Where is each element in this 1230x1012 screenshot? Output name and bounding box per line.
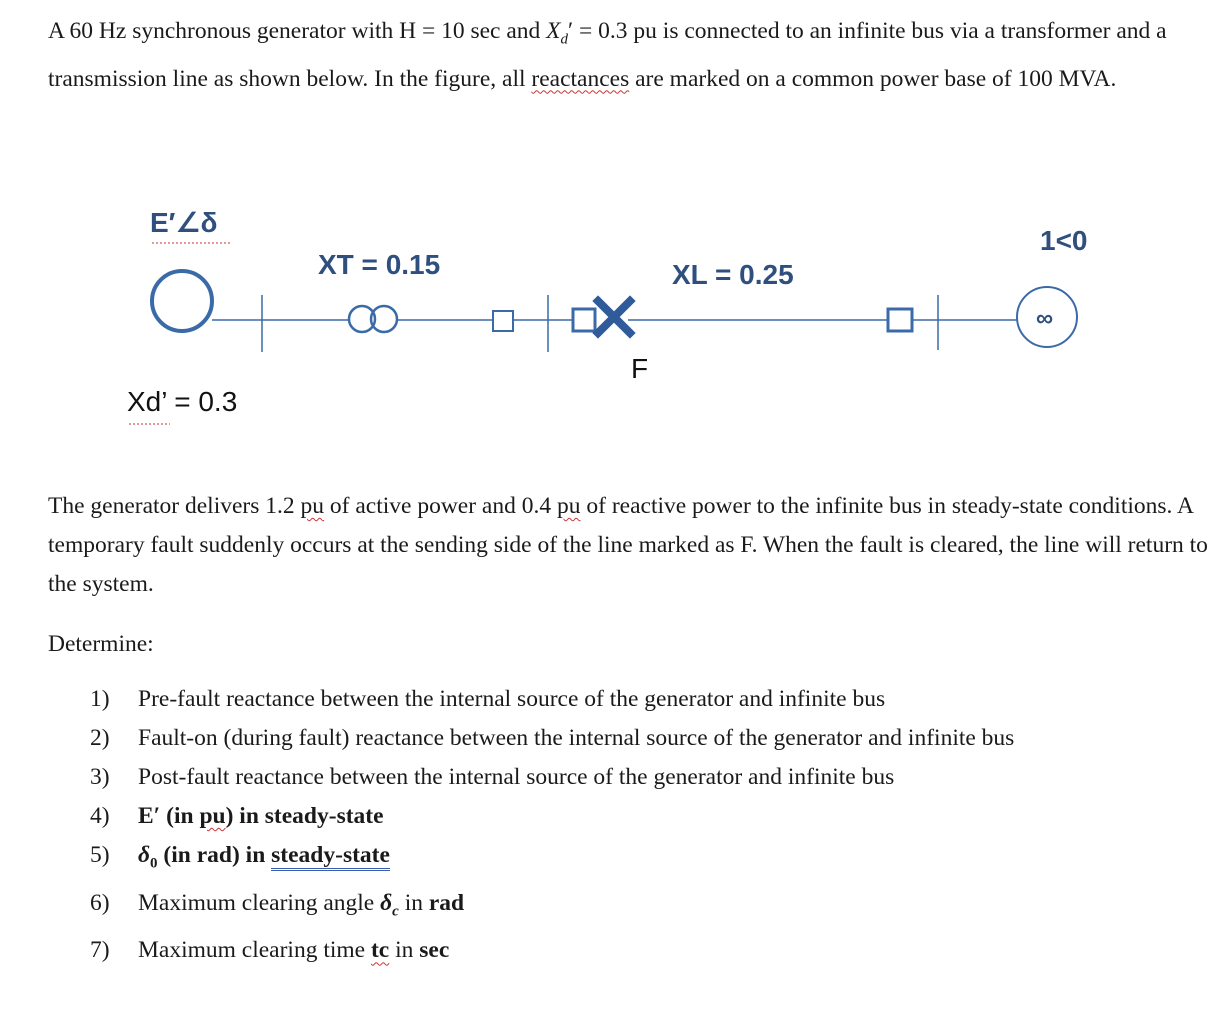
intro-text-b: ′ = 0.3 pu is connected to an infinite bus via a transformer and a transmission line as shown below. In the figure, all bbox=[48, 18, 1167, 92]
fault-x-icon bbox=[598, 301, 630, 333]
intro-paragraph bbox=[48, 12, 1208, 99]
intro-text-c: are marked on a common power base of 100 MVA. bbox=[629, 65, 1117, 92]
item-text: (in rad) in bbox=[157, 842, 272, 868]
xd-label: Xd’ = 0.3 bbox=[127, 386, 238, 417]
para2-text-b: of active power and 0.4 bbox=[324, 493, 557, 519]
xl-label: XL = 0.25 bbox=[672, 259, 794, 290]
infinite-bus-voltage-label: 1<0 bbox=[1040, 225, 1088, 256]
list-item bbox=[90, 836, 1210, 884]
para2-text-a: The generator delivers 1.2 bbox=[48, 493, 301, 519]
reactances-word: reactances bbox=[531, 65, 630, 92]
delta-symbol: δ bbox=[138, 842, 151, 868]
item-number: 1) bbox=[90, 686, 110, 712]
item-text: ) in steady-state bbox=[225, 803, 384, 829]
breaker-2-icon bbox=[573, 309, 595, 331]
breaker-1-icon bbox=[493, 311, 513, 331]
item-text: E′ (in bbox=[138, 803, 200, 829]
pu-word-1: pu bbox=[300, 493, 325, 519]
determine-heading: Determine: bbox=[48, 631, 154, 657]
conditions-paragraph bbox=[48, 487, 1208, 604]
delta-symbol: δ bbox=[380, 889, 393, 916]
item-text: Maximum clearing time bbox=[138, 937, 371, 964]
generator-icon bbox=[152, 271, 212, 331]
infinity-icon: ∞ bbox=[1036, 305, 1054, 332]
rad-word: rad bbox=[428, 889, 465, 916]
item-text: in bbox=[389, 937, 420, 964]
breaker-3-icon bbox=[888, 309, 912, 331]
item-number: 7) bbox=[90, 937, 110, 964]
item-text: Maximum clearing angle bbox=[138, 889, 381, 916]
item-text: Fault-on (during fault) reactance between the internal source of the generator and infinite bus bbox=[138, 725, 1015, 751]
circuit-diagram bbox=[0, 180, 1230, 440]
xt-label: XT = 0.15 bbox=[318, 249, 441, 280]
list-item bbox=[90, 931, 1210, 970]
steady-state-word: steady-state bbox=[271, 842, 390, 871]
sec-word: sec bbox=[419, 937, 450, 964]
tc-word: tc bbox=[370, 937, 390, 964]
pu-word-2: pu bbox=[557, 493, 581, 519]
item-text: Pre-fault reactance between the internal source of the generator and infinite bus bbox=[138, 686, 886, 712]
item-text: in bbox=[398, 889, 429, 916]
list-item bbox=[90, 797, 1210, 836]
item-number: 2) bbox=[90, 725, 110, 751]
delta-subscript: c bbox=[392, 903, 399, 920]
item-text: Post-fault reactance between the internal source of the generator and infinite bus bbox=[138, 764, 895, 790]
xd-subscript: d bbox=[560, 31, 569, 48]
para2-text-c: of reactive power to the infinite bus in steady-state conditions. A temporary fault suddenly occurs at the sending side of the line marked as F. When the fault is cleared, the line will return to the system. bbox=[48, 493, 1208, 597]
list-item bbox=[90, 884, 1210, 932]
list-item bbox=[90, 719, 1210, 758]
item-number: 3) bbox=[90, 764, 110, 790]
delta-subscript: 0 bbox=[150, 855, 158, 872]
xd-symbol: X bbox=[546, 18, 561, 44]
intro-text-a: A 60 Hz synchronous generator with H = 10 sec and bbox=[48, 18, 547, 44]
question-list bbox=[90, 680, 1210, 970]
list-item bbox=[90, 758, 1210, 797]
item-number: 6) bbox=[90, 889, 110, 916]
list-item bbox=[90, 680, 1210, 719]
fault-label: F bbox=[631, 353, 649, 384]
item-number: 5) bbox=[90, 842, 110, 868]
pu-word: pu bbox=[199, 803, 226, 829]
source-voltage-label: E′∠δ bbox=[150, 207, 218, 238]
item-number: 4) bbox=[90, 803, 110, 829]
